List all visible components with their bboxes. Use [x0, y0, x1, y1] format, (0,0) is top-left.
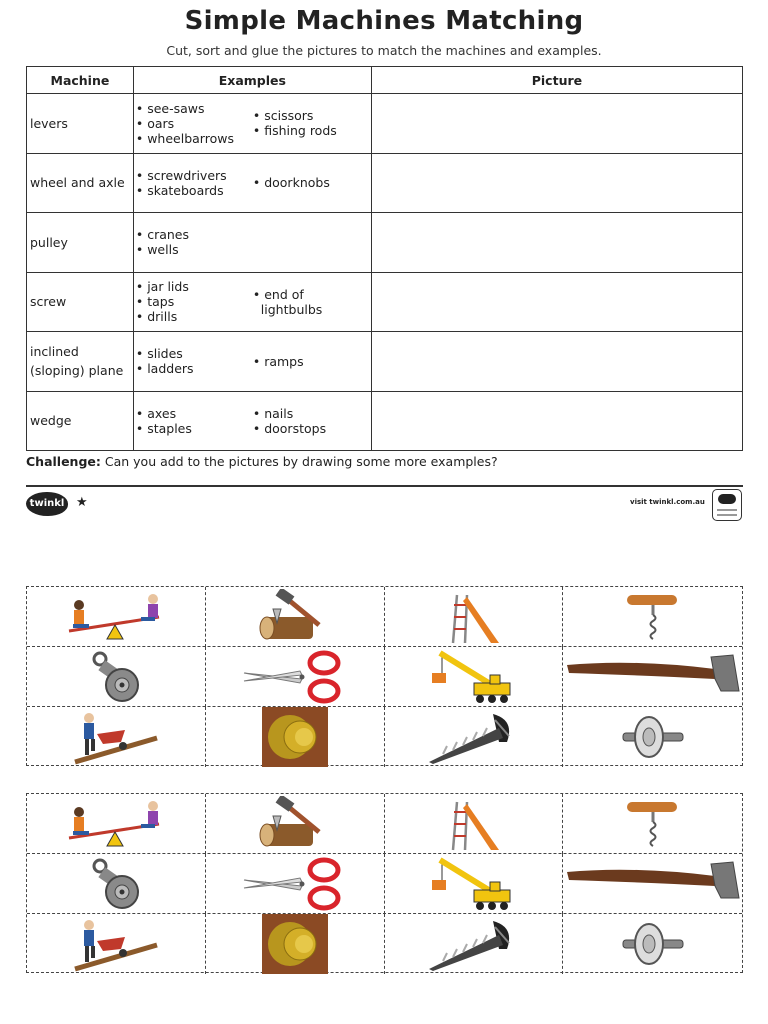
crane-icon	[428, 856, 518, 912]
cutout-row	[27, 707, 742, 767]
machine-cell: inclined (sloping) plane	[27, 332, 134, 392]
table-row	[27, 153, 743, 213]
corkscrew-icon	[623, 796, 683, 852]
cutout-card[interactable]	[206, 587, 385, 647]
examples-col2	[253, 354, 370, 369]
cutout-card[interactable]	[27, 914, 206, 974]
cutout-card[interactable]	[385, 914, 564, 974]
cutout-card[interactable]	[563, 587, 742, 647]
seesaw-icon	[61, 591, 171, 643]
examples-cell	[133, 153, 371, 213]
examples-cell	[133, 391, 371, 451]
cutout-card[interactable]	[385, 794, 564, 854]
example-item: • doorstops	[252, 420, 327, 436]
wheel-axle-icon	[613, 916, 693, 972]
examples-col1	[136, 101, 253, 146]
hammer-log-wedge-icon	[255, 589, 335, 645]
example-item: lightbulbs	[252, 301, 323, 317]
header-machine: Machine	[27, 67, 134, 94]
cutout-card[interactable]	[563, 647, 742, 707]
example-item: • taps	[135, 294, 175, 310]
machine-cell: levers	[27, 94, 134, 154]
table-row	[27, 272, 743, 332]
picture-cell[interactable]	[371, 94, 742, 154]
cutout-card[interactable]	[27, 647, 206, 707]
slide-icon	[443, 589, 503, 645]
cutout-card[interactable]	[563, 914, 742, 974]
cutout-card[interactable]	[27, 707, 206, 767]
wheel-axle-icon	[613, 709, 693, 765]
picture-cell[interactable]	[371, 332, 742, 392]
corkscrew-icon	[623, 589, 683, 645]
slide-icon	[443, 796, 503, 852]
example-item: • doorknobs	[252, 175, 330, 191]
examples-col1	[136, 227, 253, 257]
examples-cell	[133, 332, 371, 392]
example-item: • ladders	[135, 361, 194, 377]
challenge-text	[26, 454, 498, 469]
table-row	[27, 213, 743, 273]
cutout-card[interactable]	[385, 707, 564, 767]
cutout-card[interactable]	[206, 707, 385, 767]
table-row	[27, 332, 743, 392]
example-item: • see-saws	[135, 100, 205, 116]
cutout-card[interactable]	[385, 587, 564, 647]
header-examples: Examples	[133, 67, 371, 94]
example-item: • fishing rods	[252, 123, 337, 139]
cutout-sheet-1	[26, 586, 743, 766]
example-item: • jar lids	[135, 279, 189, 295]
matching-table	[26, 66, 743, 451]
cutout-card[interactable]	[206, 914, 385, 974]
examples-cell	[133, 213, 371, 273]
cutout-card[interactable]	[27, 794, 206, 854]
example-item: • wheelbarrows	[135, 130, 234, 146]
cutout-card[interactable]	[27, 854, 206, 914]
seesaw-icon	[61, 798, 171, 850]
machine-cell: screw	[27, 272, 134, 332]
example-item: • end of	[252, 286, 304, 302]
example-item: • scissors	[252, 108, 314, 124]
example-item: • drills	[135, 309, 178, 325]
scissors-icon	[240, 856, 350, 912]
machine-cell: wheel and axle	[27, 153, 134, 213]
axe-icon	[565, 649, 741, 705]
table-row	[27, 94, 743, 154]
challenge-label: Challenge:	[26, 454, 101, 469]
examples-col2	[253, 175, 370, 190]
cutout-row	[27, 794, 742, 854]
challenge-question: Can you add to the pictures by drawing some more examples?	[100, 454, 498, 469]
example-item: • staples	[135, 420, 192, 436]
wheelbarrow-ramp-icon	[71, 708, 161, 766]
hammer-log-wedge-icon	[255, 796, 335, 852]
example-item: • screwdrivers	[135, 167, 227, 183]
pulley-icon	[86, 856, 146, 912]
cutout-row	[27, 914, 742, 974]
cutout-sheet-2	[26, 793, 743, 973]
examples-cell	[133, 272, 371, 332]
picture-cell[interactable]	[371, 391, 742, 451]
cutout-card[interactable]	[385, 854, 564, 914]
example-item: • skateboards	[135, 182, 224, 198]
doorknob-icon	[260, 914, 330, 974]
cutout-row	[27, 647, 742, 707]
cutout-card[interactable]	[206, 854, 385, 914]
star-icon: ★	[76, 495, 88, 510]
example-item: • cranes	[135, 227, 190, 243]
table-row	[27, 391, 743, 451]
cutout-card[interactable]	[206, 794, 385, 854]
picture-cell[interactable]	[371, 272, 742, 332]
machine-cell: wedge	[27, 391, 134, 451]
examples-col2	[253, 287, 370, 317]
screw-icon	[423, 915, 523, 973]
scissors-icon	[240, 649, 350, 705]
doorknob-icon	[260, 707, 330, 767]
cutout-card[interactable]	[563, 854, 742, 914]
example-item: • axes	[135, 405, 177, 421]
pulley-icon	[86, 649, 146, 705]
cutout-row	[27, 854, 742, 914]
axe-icon	[565, 856, 741, 912]
examples-col1	[136, 168, 253, 198]
header-picture: Picture	[371, 67, 742, 94]
examples-col1	[136, 346, 253, 376]
example-item: • wells	[135, 242, 179, 258]
cutout-card[interactable]	[563, 707, 742, 767]
picture-cell[interactable]	[371, 213, 742, 273]
picture-cell[interactable]	[371, 153, 742, 213]
cutout-card[interactable]	[206, 647, 385, 707]
screw-icon	[423, 708, 523, 766]
divider	[26, 485, 743, 487]
twinkl-logo: twinkl	[26, 492, 68, 516]
examples-col2	[253, 406, 370, 436]
cutout-card[interactable]	[385, 647, 564, 707]
quality-badge-icon	[712, 489, 742, 521]
cutout-card[interactable]	[563, 794, 742, 854]
example-item: • oars	[135, 115, 175, 131]
cutout-card[interactable]	[27, 587, 206, 647]
crane-icon	[428, 649, 518, 705]
examples-cell	[133, 94, 371, 154]
wheelbarrow-ramp-icon	[71, 915, 161, 973]
machine-cell: pulley	[27, 213, 134, 273]
examples-col1	[136, 406, 253, 436]
example-item: • slides	[135, 346, 183, 362]
example-item: • nails	[252, 405, 294, 421]
example-item: • ramps	[252, 353, 304, 369]
page-title: Simple Machines Matching	[184, 6, 584, 36]
examples-col1	[136, 279, 253, 324]
visit-link[interactable]: visit twinkl.com.au	[630, 498, 705, 506]
cutout-row	[27, 587, 742, 647]
examples-col2	[253, 108, 370, 138]
table-header-row	[27, 67, 743, 94]
page-subtitle: Cut, sort and glue the pictures to match the machines and examples.	[166, 43, 602, 58]
